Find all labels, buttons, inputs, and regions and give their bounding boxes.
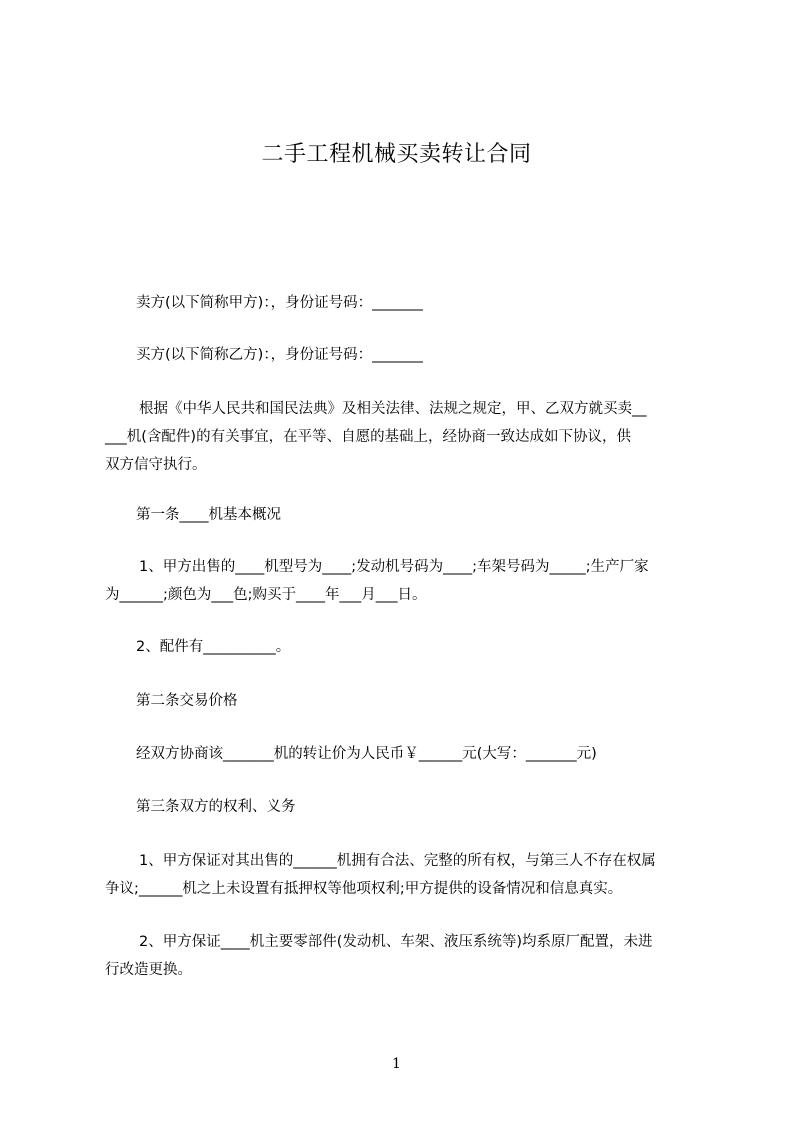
article-1-item-1-line-2: 为______;颜色为___色;购买于____年___月___日。 (105, 587, 427, 603)
article-3-heading: 第三条双方的权利、义务 (136, 799, 296, 815)
article-1-item-2: 2、配件有__________。 (136, 639, 291, 655)
preamble-paragraph (105, 395, 695, 479)
seller-line: 卖方(以下简称甲方)：，身份证号码：_______ (136, 295, 423, 311)
article-1-heading: 第一条____机基本概况 (136, 507, 281, 523)
buyer-line: 买方(以下简称乙方)：，身份证号码：_______ (136, 347, 423, 363)
article-3-item-2-line-1: 2、甲方保证____机主要零部件(发动机、车架、液压系统等)均系原厂配置，未进 (139, 934, 653, 950)
article-2-heading: 第二条交易价格 (136, 693, 238, 709)
article-2-text: 经双方协商该_______机的转让价为人民币￥______元(大写：_______元) (136, 746, 597, 762)
document-title: 二手工程机械买卖转让合同 (261, 142, 532, 167)
article-1-item-1 (105, 553, 695, 609)
page-number: 1 (392, 1056, 401, 1072)
article-3-item-1 (105, 847, 695, 903)
article-3-item-1-line-1: 1、甲方保证对其出售的______机拥有合法、完整的所有权，与第三人不存在权属 (139, 853, 656, 869)
preamble-line-3: 双方信守执行。 (105, 457, 207, 473)
article-3-item-2-line-2: 行改造更换。 (105, 962, 192, 978)
article-3-item-2 (105, 928, 695, 984)
preamble-line-2: ___机(含配件)的有关事宜，在平等、自愿的基础上，经协商一致达成如下协议，供 (105, 429, 632, 445)
article-3-item-1-line-2: 争议;______机之上未设置有抵押权等他项权利;甲方提供的设备情况和信息真实。 (105, 881, 623, 897)
preamble-line-1: 根据《中华人民共和国民法典》及相关法律、法规之规定，甲、乙双方就买卖__ (139, 401, 647, 417)
article-1-item-1-line-1: 1、甲方出售的____机型号为____;发动机号码为____;车架号码为_____;生产厂家 (139, 559, 649, 575)
